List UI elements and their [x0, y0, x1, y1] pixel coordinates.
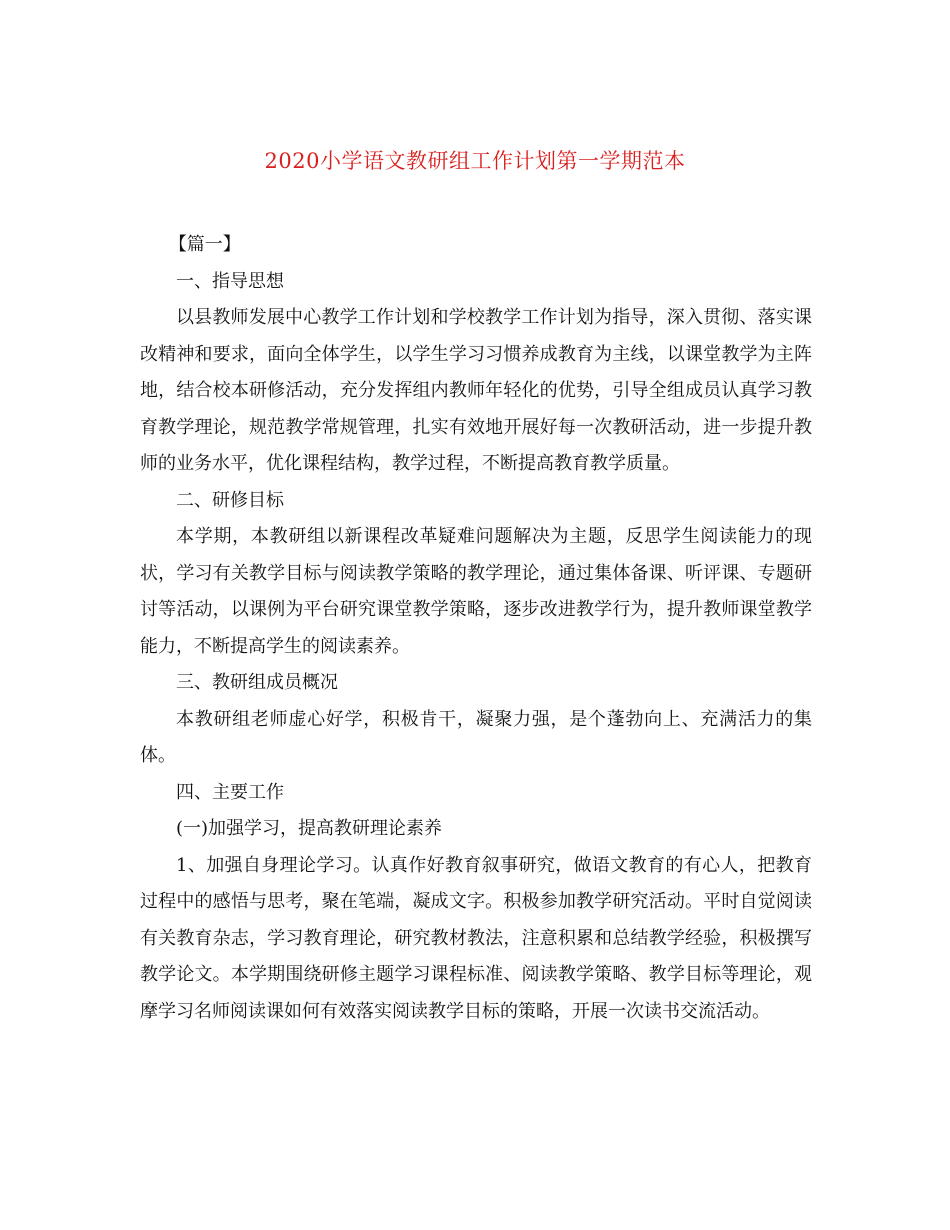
section-heading: 一、指导思想 [176, 270, 284, 292]
section-heading: 四、主要工作 [176, 781, 284, 803]
document-body [140, 227, 812, 1030]
body-paragraph: 1、加强自身理论学习。认真作好教育叙事研究，做语文教育的有心人，把教育过程中的感悟与思考，聚在笔端，凝成文字。积极参加教学研究活动。平时自觉阅读有关教育杂志，学习教育理论，研究教材教法，注意积累和总结教学经验，积极撰写教学论文。本学期围绕研修主题学习课程标准、阅读教学策略、教学目标等理论，观摩学习名师阅读课如何有效落实阅读教学目标的策略，开展一次读书交流活动。 [140, 854, 812, 1022]
section-label: 【篇一】 [168, 234, 241, 255]
section-heading: 二、研修目标 [176, 489, 284, 511]
document-title: 2020小学语文教研组工作计划第一学期范本 [264, 149, 686, 173]
body-paragraph: 本学期，本教研组以新课程改革疑难问题解决为主题，反思学生阅读能力的现状，学习有关教学目标与阅读教学策略的教学理论，通过集体备课、听评课、专题研讨等活动，以课例为平台研究课堂教学策略，逐步改进教学行为，提升教师课堂教学能力，不断提高学生的阅读素养。 [140, 526, 812, 657]
subsection-heading: (一)加强学习，提高教研理论素养 [176, 818, 443, 839]
body-paragraph: 以县教师发展中心教学工作计划和学校教学工作计划为指导，深入贯彻、落实课改精神和要求，面向全体学生，以学生学习习惯养成教育为主线，以课堂教学为主阵地，结合校本研修活动，充分发挥组内教师年轻化的优势，引导全组成员认真学习教育教学理论，规范教学常规管理，扎实有效地开展好每一次教研活动，进一步提升教师的业务水平，优化课程结构，教学过程，不断提高教育教学质量。 [140, 307, 812, 474]
body-paragraph: 本教研组老师虚心好学，积极肯干，凝聚力强，是个蓬勃向上、充满活力的集体。 [140, 708, 812, 766]
section-heading: 三、教研组成员概况 [176, 672, 338, 693]
